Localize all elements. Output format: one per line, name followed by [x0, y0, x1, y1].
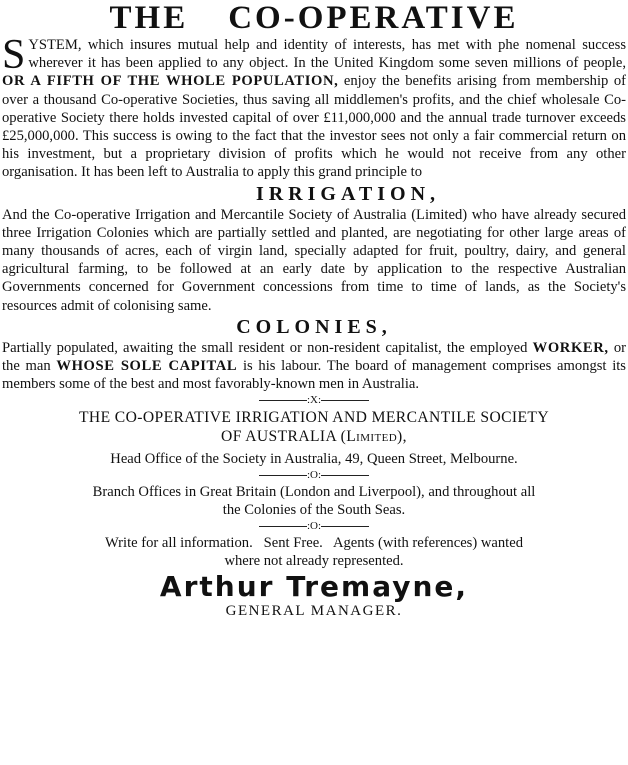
- colonies-text-c: is his labour. The board of management comprises amongst its members some of the best and most favorably-known men in Australia.: [2, 358, 626, 393]
- colonies-paragraph: [2, 339, 626, 394]
- headline: [2, 0, 626, 36]
- intro-emphasis: OR A FIFTH OF THE WHOLE POPULATION,: [2, 73, 339, 90]
- colonies-text-b: or the man: [2, 339, 626, 375]
- separator-o-1: [2, 470, 626, 480]
- society-name-line1: THE CO-OPERATIVE IRRIGATION AND MERCANTILE SOCIETY: [78, 409, 550, 427]
- headline-word-the: THE: [109, 0, 189, 36]
- write-line2: where not already represented.: [224, 553, 404, 570]
- intro-text-b: enjoy the benefits arising from membership of over a thousand Co-operative Societies, thus saving all middlemen's profits, and the chief wholesale Co-operative Society there holds invested capital of over £11,000,000 and the annual trade turnover exceeds £25,000,000. This success is owing to the fact that the investor sees not only a fair commercial return on his investment, but a proprietary division of profits which he would not receive from any other organisation. It has been left to Australia to apply this grand principle to: [2, 73, 627, 181]
- separator-x: [2, 395, 626, 405]
- head-office: Head Office of the Society in Australia, 49, Queen Street, Melbourne.: [110, 451, 518, 468]
- irrigation-paragraph: And the Co-operative Irrigation and Mercantile Society of Australia (Limited) who have already secured three Irrigation Colonies which are partially settled and planted, are negotiating for other large areas of many thousands of acres, each of virgin land, specially adapted for fruit, poultry, dairy, and general agricultural farming, to be followed at an early date by application to the respective Australian Governments concerned for Government concessions from time to time of lands, as the Society's resources admit of colonising same.: [2, 206, 626, 314]
- society-name-line2: [2, 427, 626, 446]
- colonies-worker: WORKER,: [532, 339, 609, 356]
- separator-mark: :O:: [306, 469, 322, 482]
- signature-name: Arthur Tremayne,: [159, 570, 469, 604]
- branch-offices-line1: Branch Offices in Great Britain (London and Liverpool), and throughout all: [92, 484, 536, 501]
- signature-title: GENERAL MANAGER.: [225, 603, 403, 620]
- intro-paragraph: [2, 32, 627, 182]
- separator-mark: :O:: [306, 520, 322, 533]
- intro-text-a: YSTEM, which insures mutual help and identity of interests, has met with phe nomenal success wherever it has been applied to any object. In the United Kingdom some seven millions of people,: [28, 37, 626, 72]
- headline-word-cooperative: CO-OPERATIVE: [228, 0, 519, 36]
- society-name-australia: OF AUSTRALIA: [221, 428, 337, 446]
- colonies-capital: WHOSE SOLE CAPITAL: [56, 358, 238, 375]
- branch-offices-line2: the Colonies of the South Seas.: [222, 502, 406, 519]
- section-heading-colonies: COLONIES,: [236, 315, 392, 338]
- write-line1: Write for all information. Sent Free. Agents (with references) wanted: [104, 535, 524, 552]
- separator-mark: :X:: [306, 394, 322, 407]
- drop-cap: S: [2, 32, 26, 78]
- section-heading-irrigation: IRRIGATION,: [255, 182, 441, 205]
- colonies-text-a: Partially populated, awaiting the small resident or non-resident capitalist, the employed: [2, 339, 533, 356]
- separator-o-2: [2, 521, 626, 531]
- society-limited: (Limited),: [340, 428, 407, 446]
